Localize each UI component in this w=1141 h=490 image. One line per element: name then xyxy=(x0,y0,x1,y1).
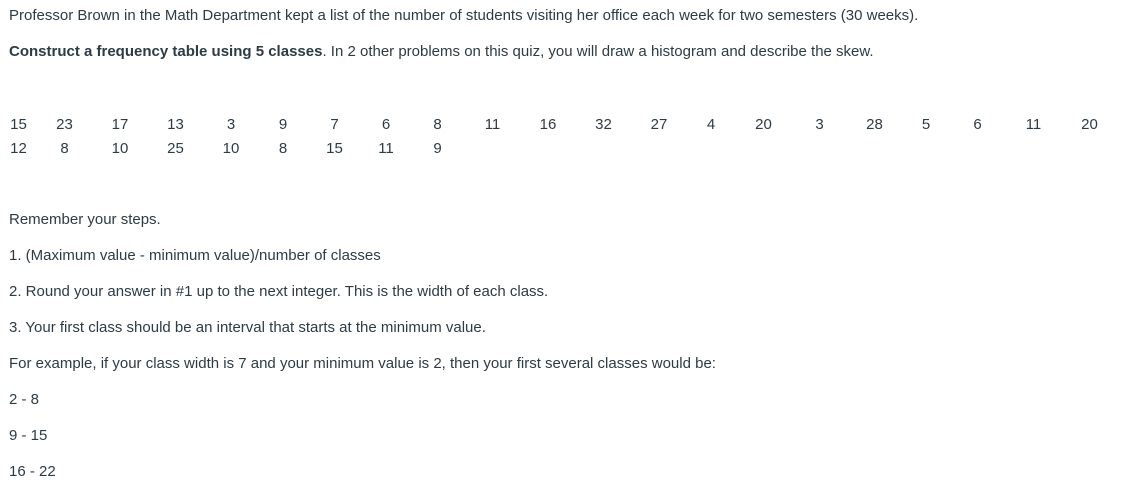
intro-text: Professor Brown in the Math Department kept a list of the number of students visiting her office each week for two semesters (30 weeks). xyxy=(9,7,919,24)
data-cell: 17 xyxy=(111,115,129,133)
data-cell: 3 xyxy=(226,115,236,133)
data-cell: 16 xyxy=(539,115,557,133)
data-cell: 11 xyxy=(1025,115,1042,133)
data-cell: 13 xyxy=(167,115,184,133)
data-cell: 9 xyxy=(278,115,288,133)
steps-heading: Remember your steps. xyxy=(9,211,161,228)
data-cell: 8 xyxy=(433,115,442,133)
data-cell: 9 xyxy=(433,139,442,157)
data-cell: 5 xyxy=(921,115,931,133)
data-table xyxy=(0,112,1117,160)
data-cell: 6 xyxy=(973,115,982,133)
data-cell: 10 xyxy=(222,139,240,157)
example-class-1: 2 - 8 xyxy=(9,391,40,408)
instruction-rest: . In 2 other problems on this quiz, you will draw a histogram and describe the skew. xyxy=(322,43,874,60)
data-cell: 4 xyxy=(706,115,716,133)
instruction-text xyxy=(9,43,874,61)
data-cell: 15 xyxy=(10,115,27,133)
data-cell: 28 xyxy=(866,115,883,133)
data-cell: 15 xyxy=(326,139,343,157)
data-cell: 25 xyxy=(167,139,184,157)
data-cell: 6 xyxy=(381,115,391,133)
instruction-bold: Construct a frequency table using 5 classes xyxy=(9,43,323,60)
data-cell: 3 xyxy=(815,115,824,133)
example-text: For example, if your class width is 7 and your minimum value is 2, then your first several classes would be: xyxy=(9,355,716,372)
step-2: 2. Round your answer in #1 up to the next integer. This is the width of each class. xyxy=(9,283,549,300)
example-class-2: 9 - 15 xyxy=(9,427,48,444)
data-cell: 32 xyxy=(595,115,612,133)
data-cell: 20 xyxy=(755,115,772,133)
data-cell: 11 xyxy=(484,115,501,133)
example-class-3: 16 - 22 xyxy=(9,463,56,480)
step-3: 3. Your first class should be an interval that starts at the minimum value. xyxy=(9,319,486,336)
data-cell: 27 xyxy=(650,115,668,133)
table-row xyxy=(0,136,1117,160)
data-cell: 20 xyxy=(1081,115,1098,133)
data-cell: 12 xyxy=(10,139,27,157)
data-cell: 8 xyxy=(278,139,288,157)
data-cell: 23 xyxy=(56,115,73,133)
data-cell: 7 xyxy=(330,115,339,133)
step-1: 1. (Maximum value - minimum value)/number of classes xyxy=(9,247,381,264)
table-row xyxy=(0,112,1117,136)
data-cell: 8 xyxy=(60,139,69,157)
data-cell: 11 xyxy=(378,139,394,157)
data-cell: 10 xyxy=(111,139,129,157)
